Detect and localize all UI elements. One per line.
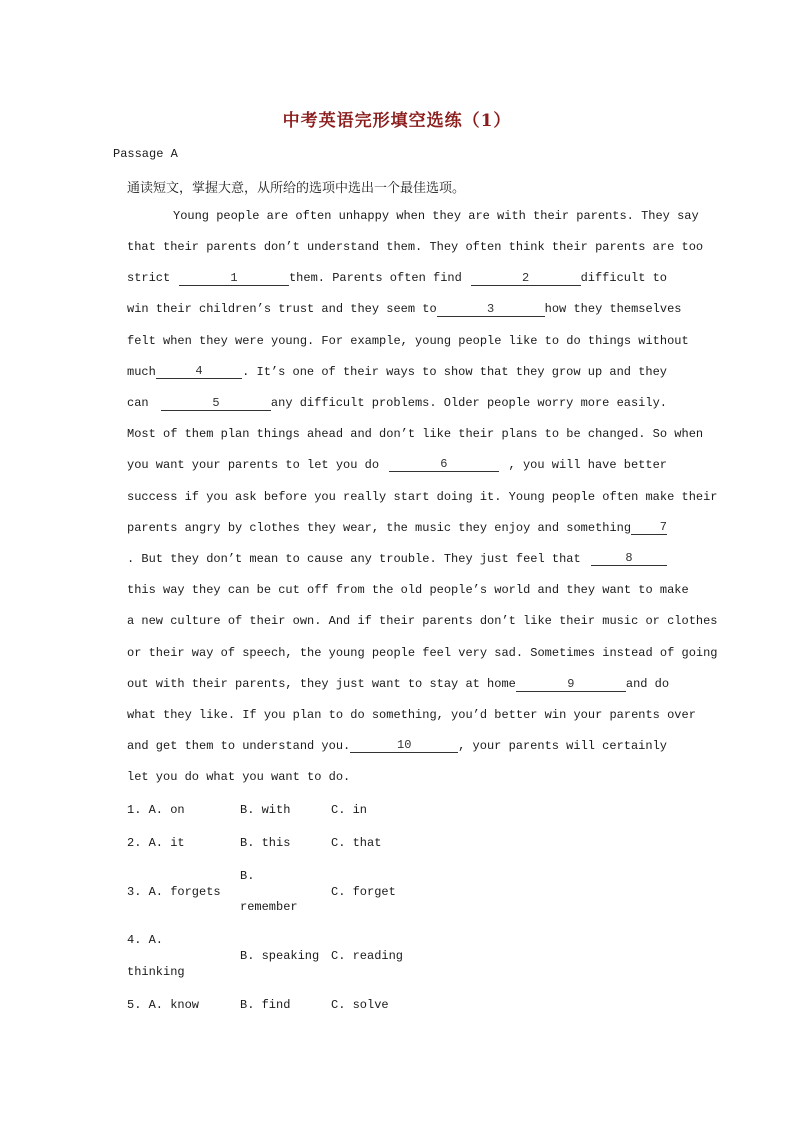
option-b-text[interactable]: remember: [240, 900, 298, 914]
passage-line: [127, 583, 689, 597]
line-text: this way they can be cut off from the old people’s world and they want to make: [127, 583, 689, 597]
passage-line: [127, 677, 670, 692]
passage-line: [127, 739, 667, 753]
option-a[interactable]: 4. A.: [127, 933, 164, 947]
line-text: . But they don’t mean to cause any trouble. They just feel that: [127, 552, 581, 566]
passage-line: [127, 302, 682, 317]
line-text: success if you ask before you really start doing it. Young people often make their: [127, 490, 718, 504]
line-text: difficult to: [580, 271, 667, 285]
passage-line: [127, 365, 667, 379]
option-c[interactable]: C. in: [331, 803, 368, 817]
passage-line: [127, 521, 667, 535]
blank-9[interactable]: 9: [516, 678, 626, 692]
blank-10[interactable]: 10: [350, 739, 458, 753]
line-text: out with their parents, they just want to stay at home: [127, 677, 516, 691]
line-text: Young people are often unhappy when they are with their parents. They say: [173, 209, 699, 223]
option-a[interactable]: 5. A. know: [127, 998, 200, 1012]
option-a[interactable]: 1. A. on: [127, 803, 185, 817]
passage-line: [127, 552, 667, 566]
line-text: that their parents don’t understand them. They often think their parents are too: [127, 240, 704, 254]
line-text: you want your parents to let you do: [127, 458, 380, 472]
blank-3[interactable]: 3: [437, 303, 545, 317]
line-text: parents angry by clothes they wear, the music they enjoy and something: [127, 521, 632, 535]
line-text: strict: [127, 271, 171, 285]
passage-line: [127, 209, 699, 223]
line-text: , your parents will certainly: [458, 739, 667, 753]
option-c[interactable]: C. solve: [331, 998, 389, 1012]
line-text: any difficult problems. Older people worry more easily.: [270, 396, 667, 410]
option-b[interactable]: B. with: [240, 803, 291, 817]
option-c[interactable]: C. reading: [331, 949, 404, 963]
line-text: them. Parents often find: [288, 271, 462, 285]
blank-5[interactable]: 5: [161, 397, 271, 411]
blank-6[interactable]: 6: [389, 458, 499, 472]
option-a-text[interactable]: thinking: [127, 965, 185, 979]
line-text: a new culture of their own. And if their parents don’t like their music or clothes: [127, 614, 718, 628]
option-c[interactable]: C. that: [331, 836, 382, 850]
line-text: much: [127, 365, 156, 379]
blank-2[interactable]: 2: [471, 272, 581, 286]
line-text: can: [127, 396, 149, 410]
passage-line: [127, 427, 704, 441]
instruction-text: 通读短文，掌握大意，从所给的选项中选出一个最佳选项。: [127, 181, 466, 196]
passage-line: [127, 490, 718, 504]
blank-4[interactable]: 4: [156, 365, 242, 379]
option-b[interactable]: B.: [240, 869, 255, 883]
line-text: . It’s one of their ways to show that they grow up and they: [242, 365, 667, 379]
line-text: how they themselves: [544, 302, 682, 316]
line-text: felt when they were young. For example, young people like to do things without: [127, 334, 689, 348]
line-text: , you will have better: [508, 458, 667, 472]
passage-line: [127, 240, 704, 254]
line-text: win their children’s trust and they seem to: [127, 302, 437, 316]
line-text: and get them to understand you.: [127, 739, 351, 753]
passage-line: [127, 271, 667, 286]
blank-8[interactable]: 8: [591, 552, 667, 566]
passage-line: [127, 458, 667, 472]
blank-7[interactable]: 7: [631, 521, 667, 535]
line-text: Most of them plan things ahead and don’t like their plans to be changed. So when: [127, 427, 704, 441]
line-text: or their way of speech, the young people feel very sad. Sometimes instead of going: [127, 646, 718, 660]
option-c[interactable]: C. forget: [331, 885, 396, 899]
passage-line: [127, 646, 718, 660]
passage-line: [127, 396, 667, 411]
option-b[interactable]: B. this: [240, 836, 291, 850]
option-a[interactable]: 3. A. forgets: [127, 885, 221, 899]
passage-label: Passage A: [113, 147, 178, 161]
passage-line: [127, 708, 696, 722]
passage-line: [127, 614, 718, 628]
line-text: what they like. If you plan to do something, you’d better win your parents over: [127, 708, 696, 722]
blank-1[interactable]: 1: [179, 272, 289, 286]
option-a[interactable]: 2. A. it: [127, 836, 185, 850]
option-b[interactable]: B. find: [240, 998, 291, 1012]
passage-line: [127, 334, 689, 348]
option-b[interactable]: B. speaking: [240, 949, 320, 963]
page-title: 中考英语完形填空选练（1）: [282, 111, 512, 131]
passage-line: [127, 770, 667, 784]
line-text: and do: [625, 677, 670, 691]
line-text: let you do what you want to do.: [127, 770, 351, 784]
